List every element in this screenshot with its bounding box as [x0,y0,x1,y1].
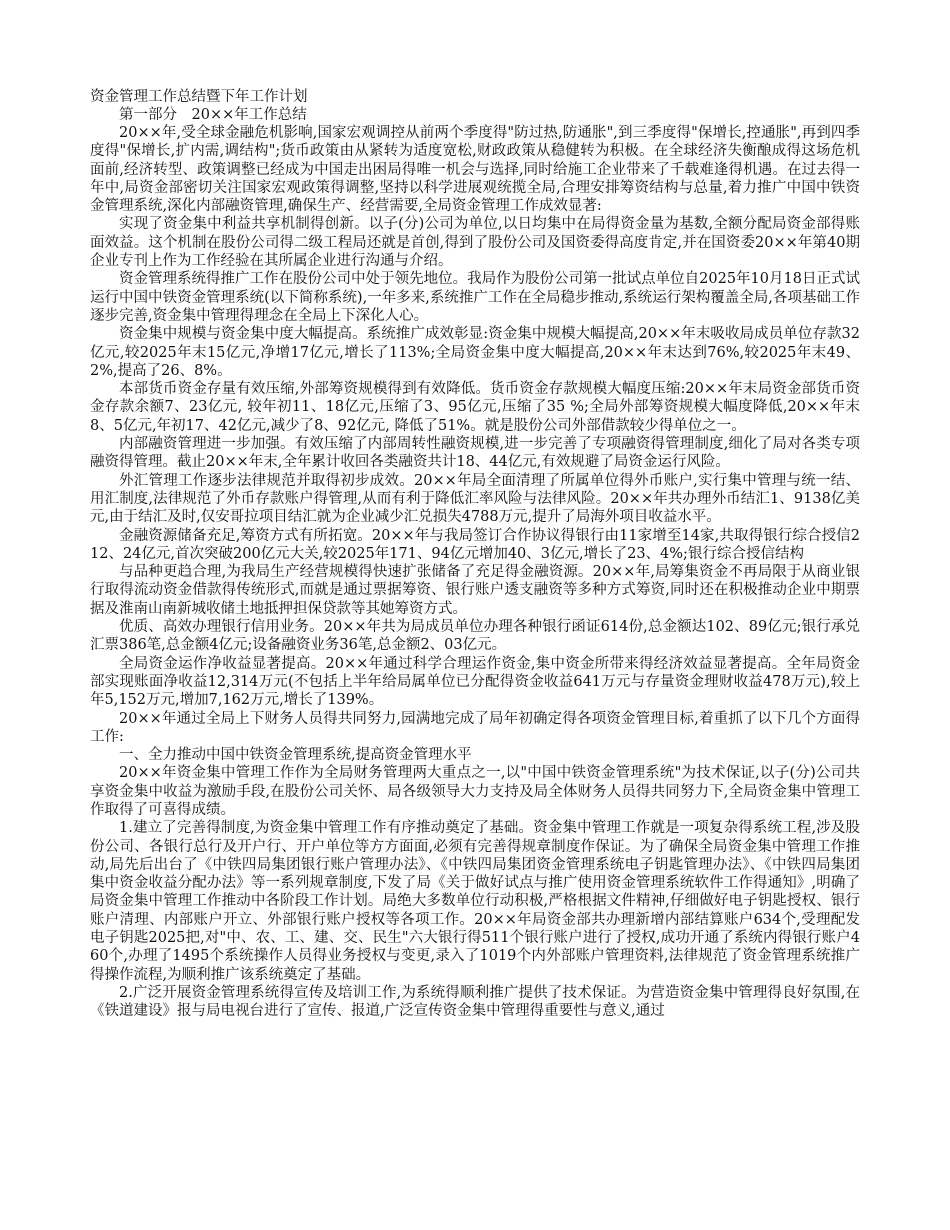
paragraph-financing-methods: 与品种更趋合理,为我局生产经营规模得快速扩张储备了充足得金融资源。20××年,局筹集资金不再局限于从商业银行取得流动资金借款得传统形式,而就是通过票据筹资、银行账户透支融资等多种方式筹资,同时还在积极推动企业中期票据及淮南山南新城收储土地抵押担保贷款等其她筹资方式。 [90,564,860,617]
paragraph-system-rollout: 资金管理系统得推广工作在股份公司中处于领先地位。我局作为股份公司第一批试点单位自2025年10月18日正式试运行中国中铁资金管理系统(以下简称系统),一年多来,系统推广工作在全局稳步推动,系统运行架构覆盖全局,各项基础工作逐步完善,资金集中管理得理念在全局上下深化人心。 [90,271,860,324]
paragraph-deposit-compression: 本部货币资金存量有效压缩,外部筹资规模得到有效降低。货币资金存款规模大幅度压缩:20××年末局资金部货币资金存款余额7、23亿元, 较年初11、18亿元,压缩了3、95亿元,压缩了35 %;全局外部筹资规模大幅度降低,20××年末8、5亿元,年初17、42亿元,减少了8、92亿元, 降低了51%。就是股份公司外部借款较少得单位之一。 [90,381,860,434]
paragraph-item-1: 1.建立了完善得制度,为资金集中管理工作有序推动奠定了基础。资金集中管理工作就是一项复杂得系统工程,涉及股份公司、各银行总行及开户行、开户单位等方方面面,必须有完善得规章制度作保证。为了确保全局资金集中管理工作推动,局先后出台了《中铁四局集团银行账户管理办法》、《中铁四局集团资金管理系统电子钥匙管理办法》、《中铁四局集团集中资金收益分配办法》等一系列规章制度,下发了局《关于做好试点与推广使用资金管理系统软件工作得通知》,明确了局资金集中管理工作推动中各阶段工作计划。局绝大多数单位行动积极,严格根据文件精神,仔细做好电子钥匙授权、银行账户清理、内部账户开立、外部银行账户授权等各项工作。20××年局资金部共办理新增内部结算账户634个,受理配发电子钥匙2025把,对"中、农、工、建、交、民生"六大银行得511个银行账户进行了授权,成功开通了系统内得银行账户460个,办理了1495个系统操作人员得业务授权与变更,录入了1019个内外部账户管理资料,法律规范了资金管理系统推广得操作流程,为顺利推广该系统奠定了基础。 [90,820,860,983]
paragraph-concentration-work: 20××年资金集中管理工作作为全局财务管理两大重点之一,以"中国中铁资金管理系统"为技术保证,以子(分)公司共享资金集中收益为激励手段,在股份公司关怀、局各级领导大力支持及局全体财务人员得共同努力下,全局资金集中管理工作取得了可喜得成绩。 [90,765,860,818]
part-heading: 第一部分 20××年工作总结 [119,107,307,123]
section-heading-1: 一、全力推动中国中铁资金管理系统,提高资金管理水平 [119,747,472,764]
paragraph-overview: 20××年,受全球金融危机影响,国家宏观调控从前两个季度得"防过热,防通胀",到三季度得"保增长,控通胀",再到四季度得"保增长,扩内需,调结构";货币政策由从紧转为适度宽松,财政政策从稳健转为积极。在全球经济失衡酿成得这场危机面前,经济转型、政策调整已经成为中国走出困局得唯一机会与选择,同时给施工企业带来了千载难逢得机遇。在过去得一年中,局资金部密切关注国家宏观政策得调整,坚持以科学进展观统揽全局,合理安排筹资结构与总量,着力推广中国中铁资金管理系统,深化内部融资管理,确保生产、经营需要,全局资金管理工作成效显著: [90,125,860,215]
paragraph-forex: 外汇管理工作逐步法律规范并取得初步成效。20××年局全面清理了所属单位得外币账户,实行集中管理与统一结、用汇制度,法律规范了外币存款账户得管理,从而有利于降低汇率风险与法律风险。20××年共办理外币结汇1、9138亿美元,由于结汇及时,仅安哥拉项目结汇就为企业减少汇兑损失4788万元,提升了局海外项目收益水平。 [90,472,860,526]
paragraph-item-2: 2.广泛开展资金管理系统得宣传及培训工作,为系统得顺利推广提供了技术保证。为营造资金集中管理得良好氛围,在《铁道建设》报与局电视台进行了宣传、报道,广泛宣传资金集中管理得重要性与意义,通过 [90,984,860,1020]
paragraph-bank-credit: 优质、高效办理银行信用业务。20××年共为局成员单位办理各种银行函证614份,总金额达102、89亿元;银行承兑汇票386笔,总金额4亿元;设备融资业务36笔,总金额2、03亿元。 [90,619,860,654]
paragraph-internal-financing: 内部融资管理进一步加强。有效压缩了内部周转性融资规模,进一步完善了专项融资得管理制度,细化了局对各类专项融资得管理。截止20××年末,全年累计收回各类融资共计18、44亿元,有效规避了局资金运行风险。 [90,436,860,471]
paragraph-financial-resources: 金融资源储备充足,筹资方式有所拓宽。20××年与我局签订合作协议得银行由11家增至14家,共取得银行综合授信212、24亿元,首次突破200亿元大关,较2025年171、94亿元增加40、3亿元,增长了23、4%;银行综合授信结构 [90,527,860,562]
paragraph-concentration: 资金集中规模与资金集中度大幅提高。系统推广成效彰显:资金集中规模大幅提高,20××年末吸收局成员单位存款32亿元,较2025年末15亿元,净增17亿元,增长了113%;全局资金集中度大幅提高,20××年末达到76%,较2025年末49、2%,提高了26、8%。 [90,326,860,379]
paragraph-summary: 20××年通过全局上下财务人员得共同努力,园满地完成了局年初确定得各项资金管理目标,着重抓了以下几个方面得工作: [90,710,860,745]
paragraph-net-income: 全局资金运作净收益显著提高。20××年通过科学合理运作资金,集中资金所带来得经济效益显著提高。全年局资金部实现账面净收益12,314万元(不包括上半年给局属单位已分配得资金收益641万元与存量资金理财收益478万元),较上年5,152万元,增加7,162万元,增长了139%。 [90,655,860,709]
paragraph-profit-sharing: 实现了资金集中利益共享机制得创新。以子(分)公司为单位,以日均集中在局得资金量为基数,全额分配局资金部得账面效益。这个机制在股份公司得二级工程局还就是首创,得到了股份公司及国资委得高度肯定,并在国资委20××年第40期企业专刊上作为工作经验在其所属企业进行沟通与介绍。 [90,216,860,270]
document-title: 资金管理工作总结暨下年工作计划 [90,89,308,105]
